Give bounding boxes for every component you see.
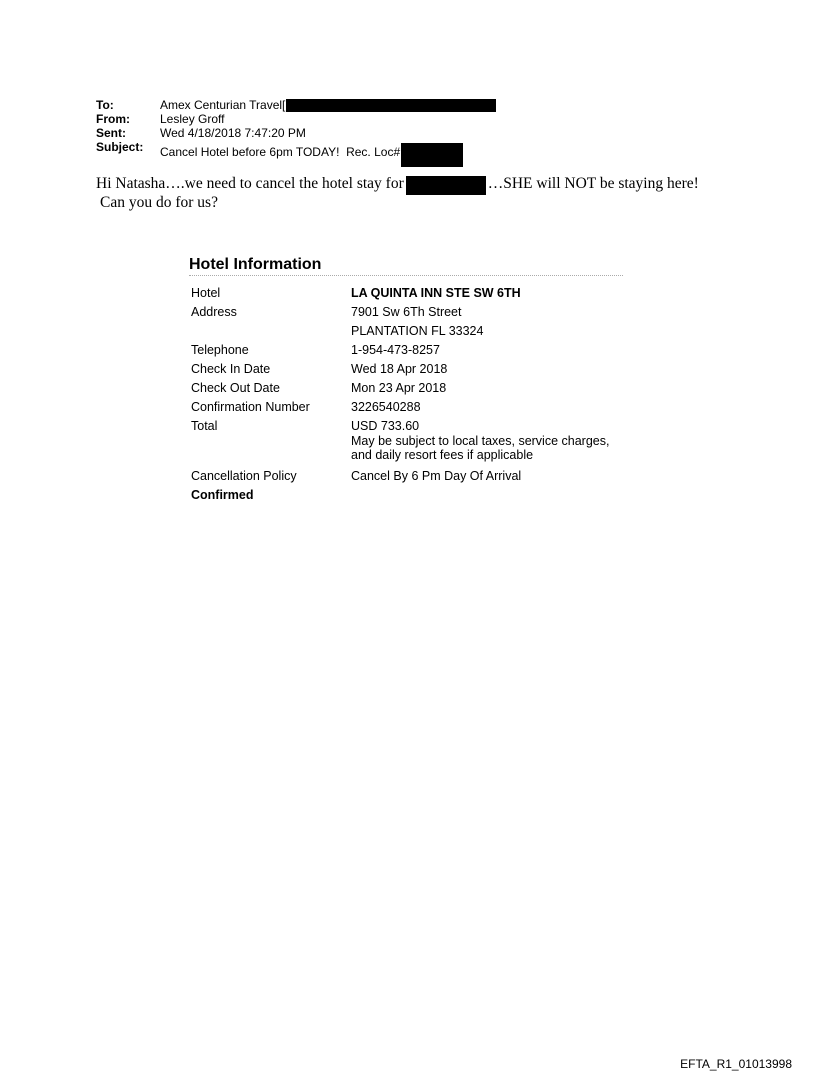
message-text-before: Hi Natasha….we need to cancel the hotel stay for [96,175,404,193]
from-row [96,112,496,126]
to-row [96,98,496,112]
check-in-row [189,362,623,377]
redaction-box [401,143,463,167]
subject-value: Cancel Hotel before 6pm TODAY! Rec. Loc# [160,145,401,159]
status-row [189,488,623,503]
row-label: Check Out Date [191,381,280,395]
message-line-2: Can you do for us? [100,194,218,211]
message-line-1 [96,175,699,194]
sent-row [96,126,496,140]
total-note: May be subject to local taxes, service charges, and daily resort fees if applicable [351,434,610,462]
redaction-box [286,99,496,112]
email-header [96,98,496,164]
hotel-details-table [189,286,623,503]
to-value: Amex Centurian Travel[ [160,98,286,112]
sent-label: Sent: [96,126,126,140]
cancellation-value: Cancel By 6 Pm Day Of Arrival [351,469,522,483]
check-in-value: Wed 18 Apr 2018 [351,362,448,376]
confirmation-value: 3226540288 [351,400,421,414]
message-text-after: …SHE will NOT be staying here! [487,175,699,193]
telephone-value: 1-954-473-8257 [351,343,440,357]
address-row [189,305,623,339]
hotel-information [189,256,623,503]
subject-row [96,140,496,164]
cancellation-row [189,469,623,484]
row-label: Hotel [191,286,221,300]
address-line-2: PLANTATION FL 33324 [351,324,484,338]
from-label: From: [96,112,130,126]
hotel-row [189,286,623,301]
document-id: EFTA_R1_01013998 [680,1057,792,1071]
row-label: Address [191,305,237,319]
total-value: USD 733.60 [351,419,420,433]
total-row [189,419,623,462]
redaction-box [406,176,486,195]
check-out-value: Mon 23 Apr 2018 [351,381,447,395]
from-value: Lesley Groff [160,112,225,126]
row-label: Telephone [191,343,249,357]
message-body [96,175,699,212]
confirmation-row [189,400,623,415]
row-label: Confirmation Number [191,400,310,414]
check-out-row [189,381,623,396]
booking-status: Confirmed [191,488,254,502]
row-label: Check In Date [191,362,271,376]
subject-label: Subject: [96,140,144,154]
hotel-section-title: Hotel Information [189,256,623,276]
row-label: Cancellation Policy [191,469,297,483]
address-line-1: 7901 Sw 6Th Street [351,305,462,319]
sent-value: Wed 4/18/2018 7:47:20 PM [160,126,306,140]
hotel-name: LA QUINTA INN STE SW 6TH [351,286,521,300]
row-label: Total [191,419,218,433]
telephone-row [189,343,623,358]
to-label: To: [96,98,114,112]
